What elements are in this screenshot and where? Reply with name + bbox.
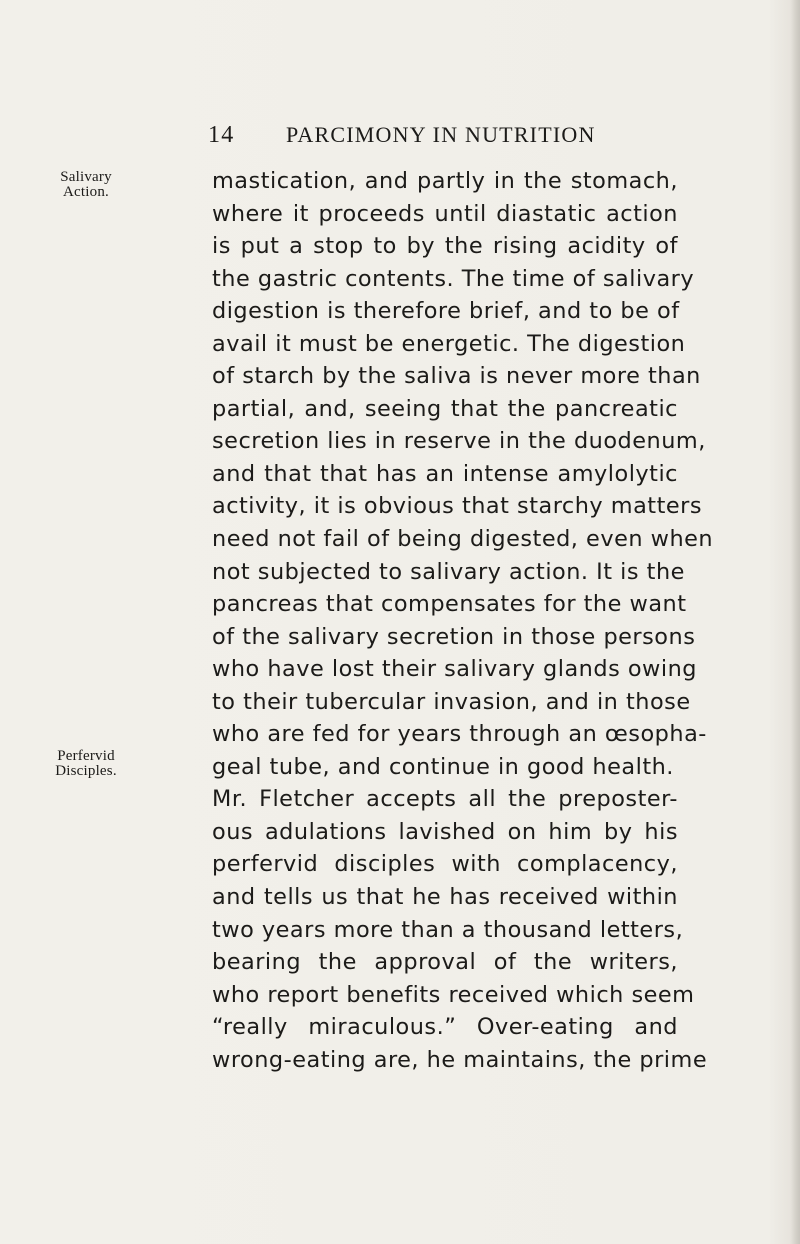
page-number: 14 xyxy=(208,122,235,148)
text-line: Mr. Fletcher accepts all the preposter- xyxy=(212,786,678,813)
running-head: PARCIMONY IN NUTRITION xyxy=(286,122,596,147)
body-text xyxy=(212,165,714,1076)
text-line: partial, and, seeing that the pancreatic xyxy=(212,395,678,422)
text-line: of starch by the saliva is never more than xyxy=(212,363,701,390)
text-line: two years more than a thousand letters, xyxy=(212,916,684,943)
margin-note-line: Action. xyxy=(63,184,109,200)
margin-note-perfervid-disciples xyxy=(50,749,190,779)
text-line: of the salivary secretion in those persons xyxy=(212,623,696,650)
text-line: who report benefits received which seem xyxy=(212,981,695,1008)
text-line: and that that has an intense amylolytic xyxy=(212,460,678,487)
text-line: perfervid disciples with complacency, xyxy=(212,851,678,878)
text-line: mastication, and partly in the stomach, xyxy=(212,168,678,194)
text-line: the gastric contents. The time of salivary xyxy=(212,265,695,292)
text-line: to their tubercular invasion, and in those xyxy=(212,688,691,715)
text-line: “really miraculous.” Over-eating and xyxy=(212,1014,678,1041)
text-line: secretion lies in reserve in the duodenum, xyxy=(212,428,706,455)
text-line: geal tube, and continue in good health. xyxy=(212,753,674,780)
text-line: who have lost their salivary glands owing xyxy=(212,656,697,683)
text-line: need not fail of being digested, even when xyxy=(212,526,714,553)
text-line: ous adulations lavished on him by his xyxy=(212,818,678,845)
text-line: activity, it is obvious that starchy matters xyxy=(212,493,703,520)
margin-note-line: Perfervid xyxy=(57,748,115,764)
margin-note-line: Salivary xyxy=(60,169,112,185)
text-line: who are fed for years through an œsopha- xyxy=(212,721,707,748)
margin-note-line: Disciples. xyxy=(55,763,117,779)
text-line: and tells us that he has received within xyxy=(212,884,678,911)
text-line: pancreas that compensates for the want xyxy=(212,591,687,618)
text-line: is put a stop to by the rising acidity of xyxy=(212,233,678,260)
text-line: bearing the approval of the writers, xyxy=(212,949,678,976)
page-header xyxy=(208,122,688,152)
text-line: where it proceeds until diastatic action xyxy=(212,200,678,227)
text-line: digestion is therefore brief, and to be of xyxy=(212,298,680,325)
text-line: avail it must be energetic. The digestion xyxy=(212,330,686,357)
margin-note-salivary-action xyxy=(50,170,190,200)
text-line: wrong-eating are, he maintains, the prime xyxy=(212,1046,708,1073)
page-edge-shadow xyxy=(790,0,800,1244)
text-line: not subjected to salivary action. It is the xyxy=(212,558,685,585)
